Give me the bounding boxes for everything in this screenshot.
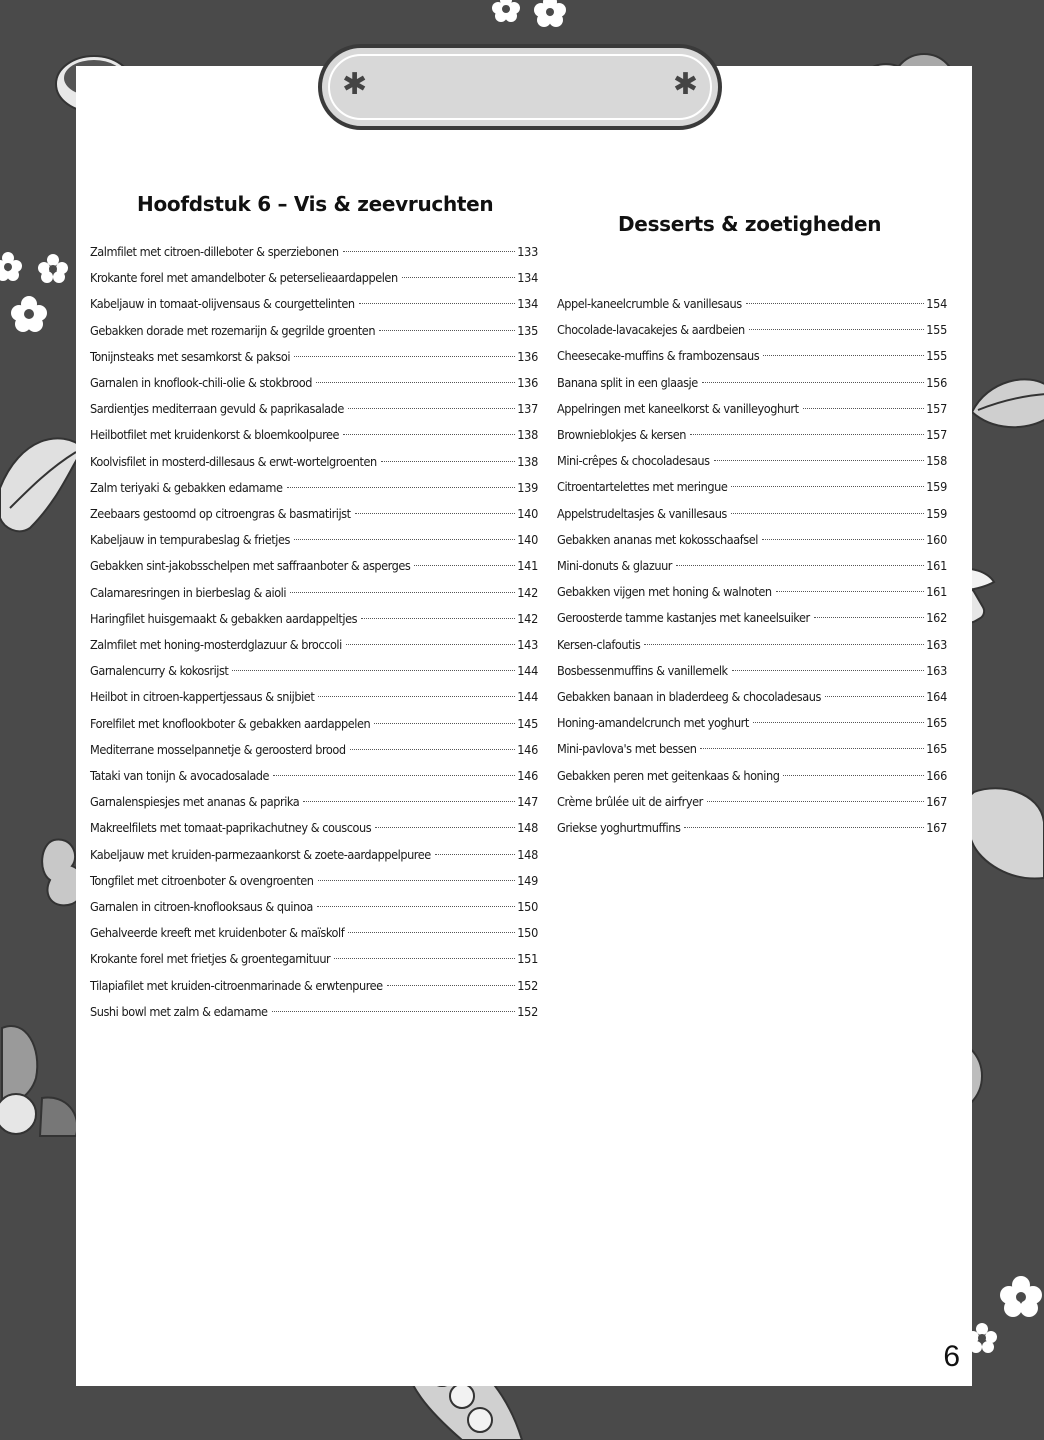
cucumber-illustration: [0, 1018, 86, 1138]
toc-leader-dots: [763, 355, 924, 356]
toc-entry: [90, 740, 538, 760]
toc-entry: [557, 425, 947, 445]
toc-entry: [90, 949, 538, 969]
toc-entry-title: Zalmfilet met honing-mosterdglazuur & broccoli: [90, 637, 342, 652]
toc-entry-page: 134: [517, 296, 538, 312]
toc-entry: [557, 294, 947, 314]
toc-entry-page: 151: [517, 951, 538, 967]
toc-entry-page: 149: [517, 872, 538, 888]
toc-entry-page: 140: [517, 506, 538, 521]
toc-entry-title: Makreelfilets met tomaat-paprikachutney & couscous: [90, 820, 372, 836]
toc-leader-dots: [387, 985, 516, 986]
toc-entry-title: Krokante forel met amandelboter & peterselieaardappelen: [90, 270, 398, 286]
toc-entry: [90, 268, 538, 288]
toc-entry-title: Banana split in een glaasje: [557, 374, 698, 390]
toc-entry-title: Mini-crêpes & chocoladesaus: [557, 453, 710, 469]
toc-leader-dots: [361, 618, 515, 619]
toc-leader-dots: [290, 592, 515, 593]
toc-entry-page: 138: [517, 427, 538, 443]
toc-entry: [557, 373, 947, 393]
toc-entry-page: 165: [926, 715, 947, 731]
toc-leader-dots: [700, 748, 924, 749]
toc-entry: [90, 818, 538, 838]
flower-icon: [38, 254, 68, 284]
flower-icon: [998, 1276, 1044, 1318]
toc-leader-dots: [287, 487, 516, 488]
flower-icon: [10, 296, 48, 332]
toc-entry: [557, 608, 947, 628]
toc-leader-dots: [381, 461, 516, 462]
toc-entry-page: 137: [517, 401, 538, 417]
toc-entry: [557, 661, 947, 681]
toc-entry: [557, 635, 947, 655]
toc-entry-title: Crème brûlée uit de airfryer: [557, 793, 703, 809]
leaf-illustration: [968, 372, 1044, 432]
toc-entry-title: Appel-kaneelcrumble & vanillesaus: [557, 296, 742, 311]
toc-leader-dots: [355, 513, 516, 514]
toc-entry-title: Garnalencurry & kokosrijst: [90, 663, 229, 679]
toc-entry: [557, 582, 947, 602]
toc-entry: [90, 294, 538, 314]
toc-entry-page: 144: [517, 689, 538, 705]
chapter-6-heading: Hoofdstuk 6 – Vis & zeevruchten: [137, 192, 494, 216]
toc-entry-page: 165: [926, 741, 947, 757]
asterisk-icon: ✱: [672, 67, 698, 102]
toc-entry-page: 150: [517, 925, 538, 941]
toc-leader-dots: [753, 722, 924, 723]
toc-leader-dots: [359, 303, 516, 304]
toc-entry-title: Chocolade-lavacakejes & aardbeien: [557, 322, 745, 338]
toc-entry: [557, 530, 947, 550]
toc-leader-dots: [684, 827, 924, 828]
toc-leader-dots: [731, 513, 924, 514]
toc-leader-dots: [690, 434, 924, 435]
toc-entry-page: 161: [926, 558, 947, 573]
toc-leader-dots: [702, 382, 925, 383]
toc-entry-title: Zeebaars gestoomd op citroengras & basmatirijst: [90, 506, 351, 521]
toc-entry: [90, 347, 538, 367]
toc-leader-dots: [318, 696, 515, 697]
toc-entry-page: 162: [926, 610, 947, 626]
toc-leader-dots: [350, 749, 516, 750]
toc-entry-page: 152: [517, 977, 538, 993]
toc-entry-title: Sushi bowl met zalm & edamame: [90, 1003, 268, 1019]
toc-entry-page: 136: [517, 375, 538, 390]
toc-entry-page: 161: [926, 584, 947, 600]
toc-leader-dots: [714, 460, 925, 461]
toc-entry-title: Garnalenspiesjes met ananas & paprika: [90, 794, 300, 810]
toc-entry-title: Gebakken banaan in bladerdeeg & chocoladesaus: [557, 689, 821, 704]
toc-entry-page: 157: [926, 427, 947, 442]
toc-entry-page: 166: [926, 767, 947, 783]
toc-entry: [90, 792, 538, 812]
toc-entry: [90, 976, 538, 996]
toc-entry-page: 136: [517, 348, 538, 364]
toc-entry-title: Kersen-clafoutis: [557, 636, 641, 652]
toc-entry-title: Kabeljauw in tempurabeslag & frietjes: [90, 532, 290, 548]
toc-entry-page: 167: [926, 820, 947, 835]
toc-entry-page: 160: [926, 531, 947, 547]
toc-entry-page: 159: [926, 505, 947, 521]
toc-leader-dots: [776, 591, 925, 592]
asterisk-icon: ✱: [342, 67, 368, 102]
toc-entry: [90, 399, 538, 419]
toc-entry: [557, 451, 947, 471]
toc-entry: [90, 242, 538, 262]
toc-entry-title: Gehalveerde kreeft met kruidenboter & maïskolf: [90, 925, 345, 941]
toc-entry: [557, 504, 947, 524]
title-banner: [318, 44, 722, 130]
toc-leader-dots: [676, 565, 924, 566]
toc-entry: [90, 661, 538, 681]
toc-entry: [90, 321, 538, 341]
toc-entry-title: Tilapiafilet met kruiden-citroenmarinade & erwtenpuree: [90, 977, 383, 993]
toc-entry-title: Heilbot in citroen-kappertjessaus & snijbiet: [90, 689, 315, 705]
toc-leader-dots: [707, 801, 924, 802]
toc-leader-dots: [762, 539, 924, 540]
toc-leader-dots: [343, 434, 515, 435]
toc-entry-title: Garnalen in knoflook-chili-olie & stokbrood: [90, 375, 312, 390]
toc-entry-page: 146: [517, 768, 538, 783]
toc-leader-dots: [317, 906, 515, 907]
toc-entry: [557, 687, 947, 707]
toc-entry-title: Haringfilet huisgemaakt & gebakken aardappeltjes: [90, 610, 358, 626]
toc-entry-title: Zalmfilet met citroen-dilleboter & sperziebonen: [90, 244, 339, 259]
toc-entry: [90, 452, 538, 472]
toc-leader-dots: [644, 644, 924, 645]
toc-leader-dots: [803, 408, 925, 409]
toc-entry-page: 155: [926, 322, 947, 338]
toc-entry-title: Kabeljauw in tomaat-olijvensaus & courgettelinten: [90, 296, 355, 312]
toc-entry-page: 142: [517, 584, 538, 600]
toc-leader-dots: [402, 277, 516, 278]
toc-leader-dots: [232, 670, 515, 671]
toc-entry-title: Krokante forel met frietjes & groentegarnituur: [90, 951, 331, 967]
toc-entry-title: Cheesecake-muffins & frambozensaus: [557, 348, 760, 364]
toc-entry-page: 148: [517, 846, 538, 862]
flower-icon: [532, 0, 568, 28]
toc-entry-title: Appelringen met kaneelkorst & vanilleyoghurt: [557, 400, 799, 416]
page-number: 6: [943, 1340, 960, 1373]
toc-entry-title: Citroentartelettes met meringue: [557, 479, 728, 495]
toc-entry-title: Sardientjes mediterraan gevuld & paprikasalade: [90, 401, 344, 417]
toc-entry: [90, 923, 538, 943]
toc-entry-title: Geroosterde tamme kastanjes met kaneelsuiker: [557, 610, 810, 626]
toc-leader-dots: [294, 356, 515, 357]
toc-leader-dots: [303, 801, 515, 802]
toc-entry-page: 140: [517, 532, 538, 548]
toc-entry-page: 134: [517, 270, 538, 286]
toc-entry: [557, 399, 947, 419]
toc-entry-title: Calamaresringen in bierbeslag & aioli: [90, 584, 287, 600]
toc-entry-page: 135: [517, 322, 538, 338]
toc-entry-page: 148: [517, 820, 538, 836]
toc-entry-page: 147: [517, 794, 538, 810]
toc-entry-title: Gebakken vijgen met honing & walnoten: [557, 584, 772, 600]
toc-entry-page: 143: [517, 637, 538, 652]
toc-entry-page: 159: [926, 479, 947, 495]
toc-entry-title: Honing-amandelcrunch met yoghurt: [557, 715, 749, 731]
toc-entry: [90, 425, 538, 445]
toc-entry: [90, 1002, 538, 1022]
toc-entry-page: 163: [926, 636, 947, 652]
toc-entry-title: Heilbotfilet met kruidenkorst & bloemkoolpuree: [90, 427, 340, 443]
toc-leader-dots: [334, 958, 515, 959]
toc-entry-title: Tongfilet met citroenboter & ovengroenten: [90, 872, 314, 888]
toc-entry-page: 150: [517, 899, 538, 914]
toc-entry-page: 156: [926, 374, 947, 390]
toc-entry-title: Kabeljauw met kruiden-parmezaankorst & zoete-aardappelpuree: [90, 846, 431, 862]
toc-entry-page: 154: [926, 296, 947, 311]
toc-entry-page: 145: [517, 715, 538, 731]
toc-entry-page: 157: [926, 400, 947, 416]
desserts-heading: Desserts & zoetigheden: [618, 212, 882, 236]
toc-entry: [557, 739, 947, 759]
cabbage-illustration: [960, 782, 1044, 882]
toc-entry-title: Garnalen in citroen-knoflooksaus & quinoa: [90, 899, 313, 914]
toc-leader-dots: [375, 827, 515, 828]
toc-entry-page: 146: [517, 741, 538, 757]
toc-entry-page: 158: [926, 453, 947, 469]
toc-leader-dots: [318, 880, 516, 881]
toc-entry: [90, 635, 538, 655]
toc-entry-page: 133: [517, 244, 538, 259]
toc-entry-title: Mediterrane mosselpannetje & geroosterd brood: [90, 741, 346, 757]
toc-entry-page: 152: [517, 1003, 538, 1019]
toc-entry-page: 139: [517, 479, 538, 495]
toc-entry-title: Gebakken ananas met kokosschaafsel: [557, 531, 758, 547]
toc-leader-dots: [273, 775, 515, 776]
toc-entry-title: Griekse yoghurtmuffins: [557, 820, 681, 835]
toc-leader-dots: [414, 565, 515, 566]
toc-entry-page: 164: [926, 689, 947, 704]
toc-entry-page: 144: [517, 663, 538, 679]
toc-entry-page: 163: [926, 662, 947, 678]
toc-leader-dots: [348, 932, 515, 933]
toc-leader-dots: [435, 854, 515, 855]
toc-leader-dots: [732, 670, 925, 671]
toc-entry: [557, 556, 947, 576]
toc-entry-title: Tataki van tonijn & avocadosalade: [90, 768, 270, 783]
toc-entry-page: 138: [517, 453, 538, 469]
toc-entry: [90, 687, 538, 707]
toc-entry: [90, 766, 538, 786]
toc-entry: [90, 478, 538, 498]
toc-entry-title: Gebakken sint-jakobsschelpen met saffraanboter & asperges: [90, 558, 411, 574]
toc-entry: [90, 556, 538, 576]
toc-entry: [90, 871, 538, 891]
toc-entry: [557, 818, 947, 838]
toc-entry-title: Koolvisfilet in mosterd-dillesaus & erwt-wortelgroenten: [90, 453, 377, 469]
toc-entry-page: 141: [517, 558, 538, 574]
toc-entry: [90, 504, 538, 524]
toc-entry: [557, 477, 947, 497]
toc-leader-dots: [825, 696, 924, 697]
toc-entry: [557, 713, 947, 733]
toc-entry-title: Brownieblokjes & kersen: [557, 427, 686, 442]
toc-entry: [90, 714, 538, 734]
toc-leader-dots: [731, 486, 924, 487]
flower-icon: [0, 252, 22, 282]
toc-entry-page: 167: [926, 793, 947, 809]
toc-leader-dots: [749, 329, 925, 330]
toc-entry-title: Mini-pavlova's met bessen: [557, 741, 697, 757]
toc-leader-dots: [343, 251, 516, 252]
toc-entry-title: Gebakken peren met geitenkaas & honing: [557, 767, 780, 783]
toc-entry-page: 155: [926, 348, 947, 364]
toc-entry: [90, 609, 538, 629]
toc-leader-dots: [374, 723, 515, 724]
toc-leader-dots: [814, 617, 925, 618]
toc-entry: [90, 583, 538, 603]
lettuce-illustration: [0, 428, 88, 538]
toc-leader-dots: [783, 775, 924, 776]
toc-entry-title: Mini-donuts & glazuur: [557, 558, 673, 573]
toc-entry: [90, 897, 538, 917]
toc-entry: [90, 373, 538, 393]
flower-icon: [486, 0, 526, 22]
toc-leader-dots: [316, 382, 515, 383]
toc-entry: [557, 320, 947, 340]
toc-entry-title: Forelfilet met knoflookboter & gebakken aardappelen: [90, 715, 371, 731]
toc-entry: [90, 845, 538, 865]
toc-leader-dots: [379, 330, 515, 331]
toc-leader-dots: [746, 303, 925, 304]
toc-leader-dots: [272, 1011, 516, 1012]
toc-leader-dots: [346, 644, 515, 645]
toc-entry-title: Tonijnsteaks met sesamkorst & paksoi: [90, 348, 291, 364]
toc-entry: [557, 766, 947, 786]
toc-entry: [90, 530, 538, 550]
toc-entry-title: Zalm teriyaki & gebakken edamame: [90, 479, 283, 495]
toc-leader-dots: [348, 408, 515, 409]
toc-entry: [557, 346, 947, 366]
toc-entry-page: 142: [517, 610, 538, 626]
toc-entry-title: Bosbessenmuffins & vanillemelk: [557, 662, 728, 678]
toc-leader-dots: [294, 539, 515, 540]
toc-entry: [557, 792, 947, 812]
toc-entry-title: Gebakken dorade met rozemarijn & gegrilde groenten: [90, 322, 376, 338]
toc-entry-title: Appelstrudeltasjes & vanillesaus: [557, 505, 727, 521]
